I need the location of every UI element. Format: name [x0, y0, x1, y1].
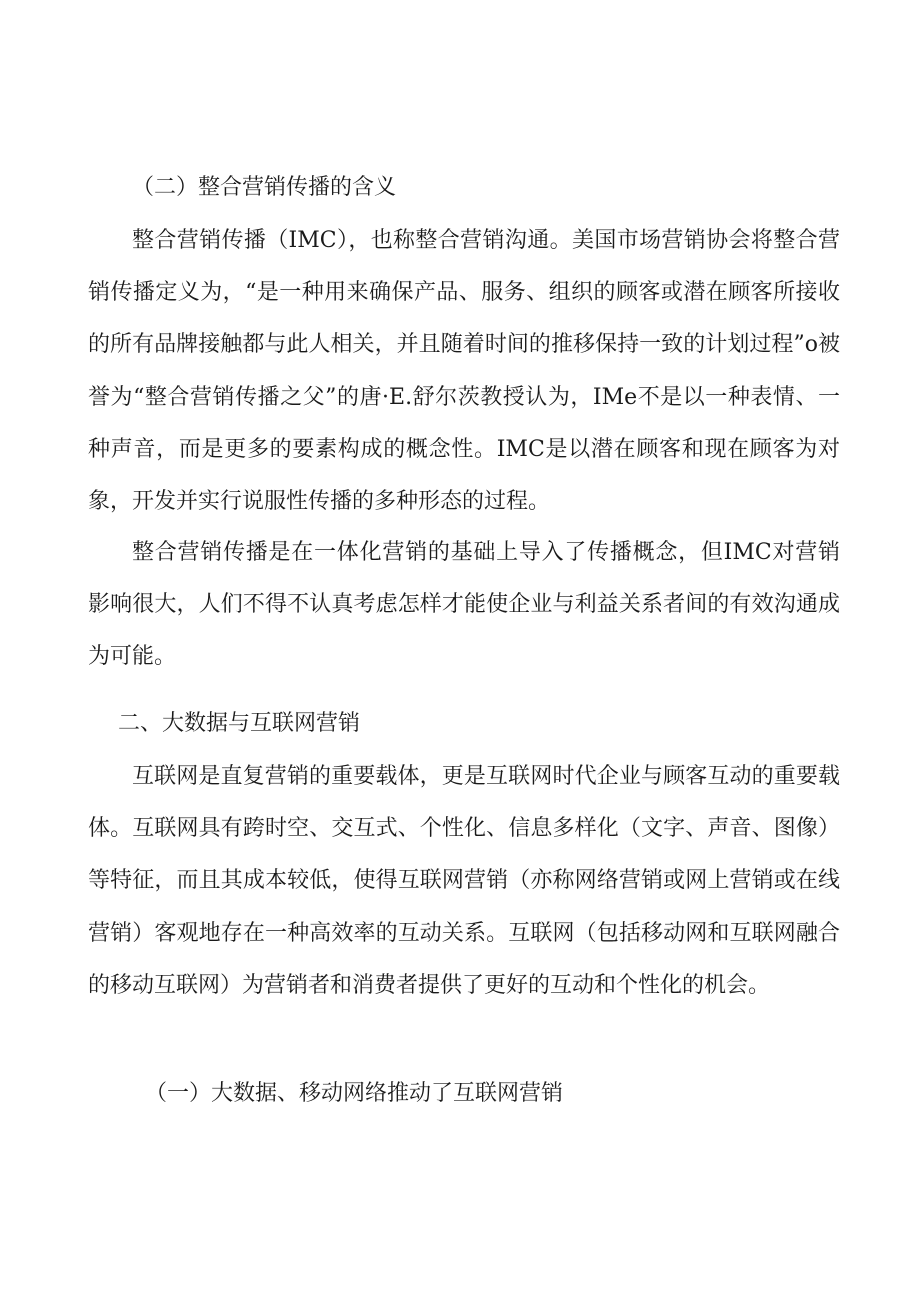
paragraph-imc-definition: 整合营销传播（IMC），也称整合营销沟通。美国市场营销协会将整合营销传播定义为，“是一种用来确保产品、服务、组织的顾客或潜在顾客所接收的所有品牌接触都与此人相关，并且随着时间的推移保持一致的计划过程”o被誉为“整合营销传播之父”的唐·E.舒尔茨教授认为，IMe不是以一种表情、一种声音，而是更多的要素构成的概念性。IMC是以潜在顾客和现在顾客为对象，开发并实行说服性传播的多种形态的过程。: [88, 228, 840, 515]
paragraph-imc-impact: 整合营销传播是在一体化营销的基础上导入了传播概念，但IMC对营销影响很大，人们不得不认真考虑怎样才能使企业与利益关系者间的有效沟通成为可能。: [88, 540, 840, 670]
section-heading-imc-meaning: （二）整合营销传播的含义: [132, 175, 397, 200]
subsection-heading-big-data-mobile: （一）大数据、移动网络推动了互联网营销: [145, 1081, 564, 1106]
paragraph-internet-marketing: 互联网是直复营销的重要载体，更是互联网时代企业与顾客互动的重要载体。互联网具有跨时空、交互式、个性化、信息多样化（文字、声音、图像）等特征，而且其成本较低，使得互联网营销（亦称网络营销或网上营销或在线营销）客观地存在一种高效率的互动关系。互联网（包括移动网和互联网融合的移动互联网）为营销者和消费者提供了更好的互动和个性化的机会。: [88, 764, 840, 998]
section-heading-big-data-internet-marketing: 二、大数据与互联网营销: [118, 711, 361, 736]
